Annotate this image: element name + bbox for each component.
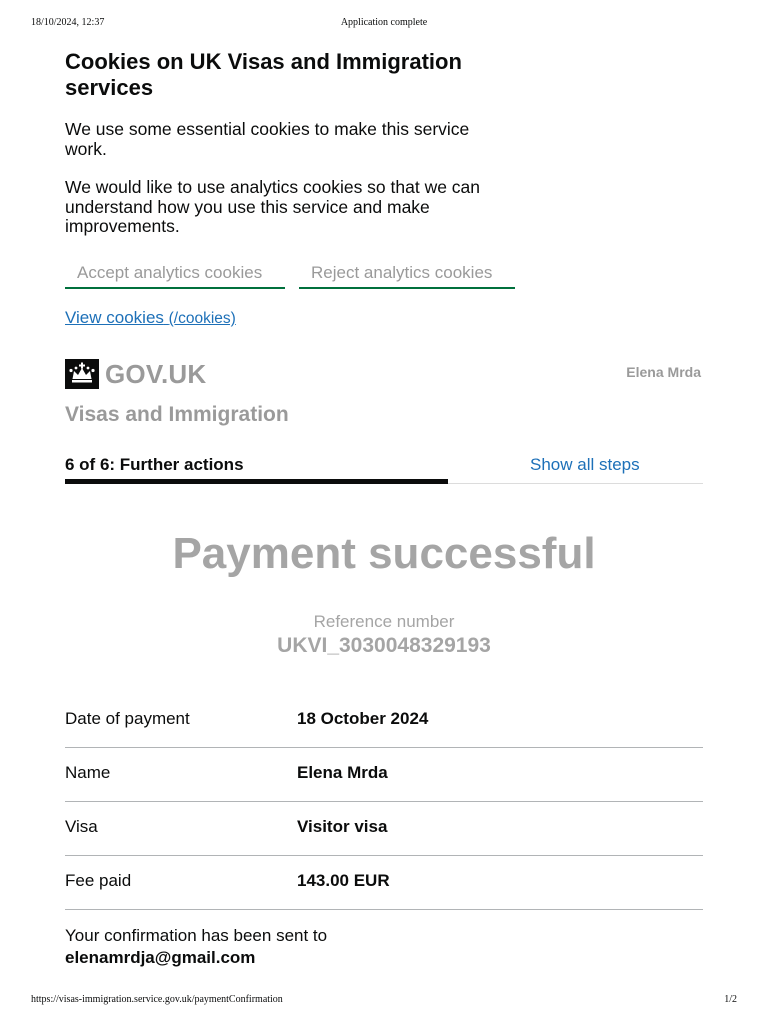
summary-value: 18 October 2024 [297, 709, 429, 728]
payment-confirmation-title: Payment successful [172, 529, 596, 578]
summary-row-date [65, 694, 703, 748]
summary-value: 143.00 EUR [297, 871, 390, 890]
print-url: https://visas-immigration.service.gov.uk/paymentConfirmation [31, 994, 283, 1005]
show-all-steps-link[interactable]: Show all steps [530, 455, 640, 474]
print-footer [31, 994, 737, 1008]
progress-step-label: 6 of 6: Further actions [65, 455, 244, 474]
confirmation-sent-text: Your confirmation has been sent to [65, 926, 328, 945]
summary-row-name [65, 748, 703, 802]
reference-number-value: UKVI_3030048329193 [277, 634, 491, 657]
summary-row-visa [65, 802, 703, 856]
summary-value: Visitor visa [297, 817, 388, 836]
print-header [31, 17, 737, 31]
summary-value: Elena Mrda [297, 763, 388, 782]
summary-key: Name [65, 763, 111, 782]
cookie-banner-text-analytics: We would like to use analytics cookies so that we can understand how you use this service and make improvements. [65, 177, 481, 236]
service-name: Visas and Immigration [65, 403, 289, 426]
crown-icon [65, 359, 99, 389]
confirmation-email: elenamrdja@gmail.com [65, 948, 256, 967]
reference-number-label: Reference number [313, 612, 455, 631]
print-page-title: Application complete [340, 17, 428, 28]
summary-row-fee [65, 856, 703, 910]
cookie-banner-heading: Cookies on UK Visas and Immigration services [65, 49, 462, 100]
view-cookies-label: View cookies [65, 308, 164, 327]
view-cookies-path: (/cookies) [168, 310, 236, 327]
summary-key: Fee paid [65, 871, 132, 890]
summary-key: Date of payment [65, 709, 190, 728]
cookie-banner-text-essential: We use some essential cookies to make this service work. [65, 119, 470, 159]
print-page-number: 1/2 [724, 994, 737, 1005]
summary-key: Visa [65, 817, 98, 836]
print-datetime: 18/10/2024, 12:37 [31, 17, 105, 28]
accept-analytics-cookies-button[interactable]: Accept analytics cookies [65, 258, 285, 289]
progress-bar-fill [65, 479, 448, 484]
govuk-logo-text: GOV.UK [105, 358, 207, 389]
view-cookies-link[interactable] [65, 308, 236, 328]
payment-summary-list [65, 694, 703, 910]
reject-analytics-cookies-button[interactable]: Reject analytics cookies [299, 258, 515, 289]
signed-in-user-name: Elena Mrda [626, 364, 701, 380]
govuk-logo-link[interactable] [65, 359, 206, 389]
